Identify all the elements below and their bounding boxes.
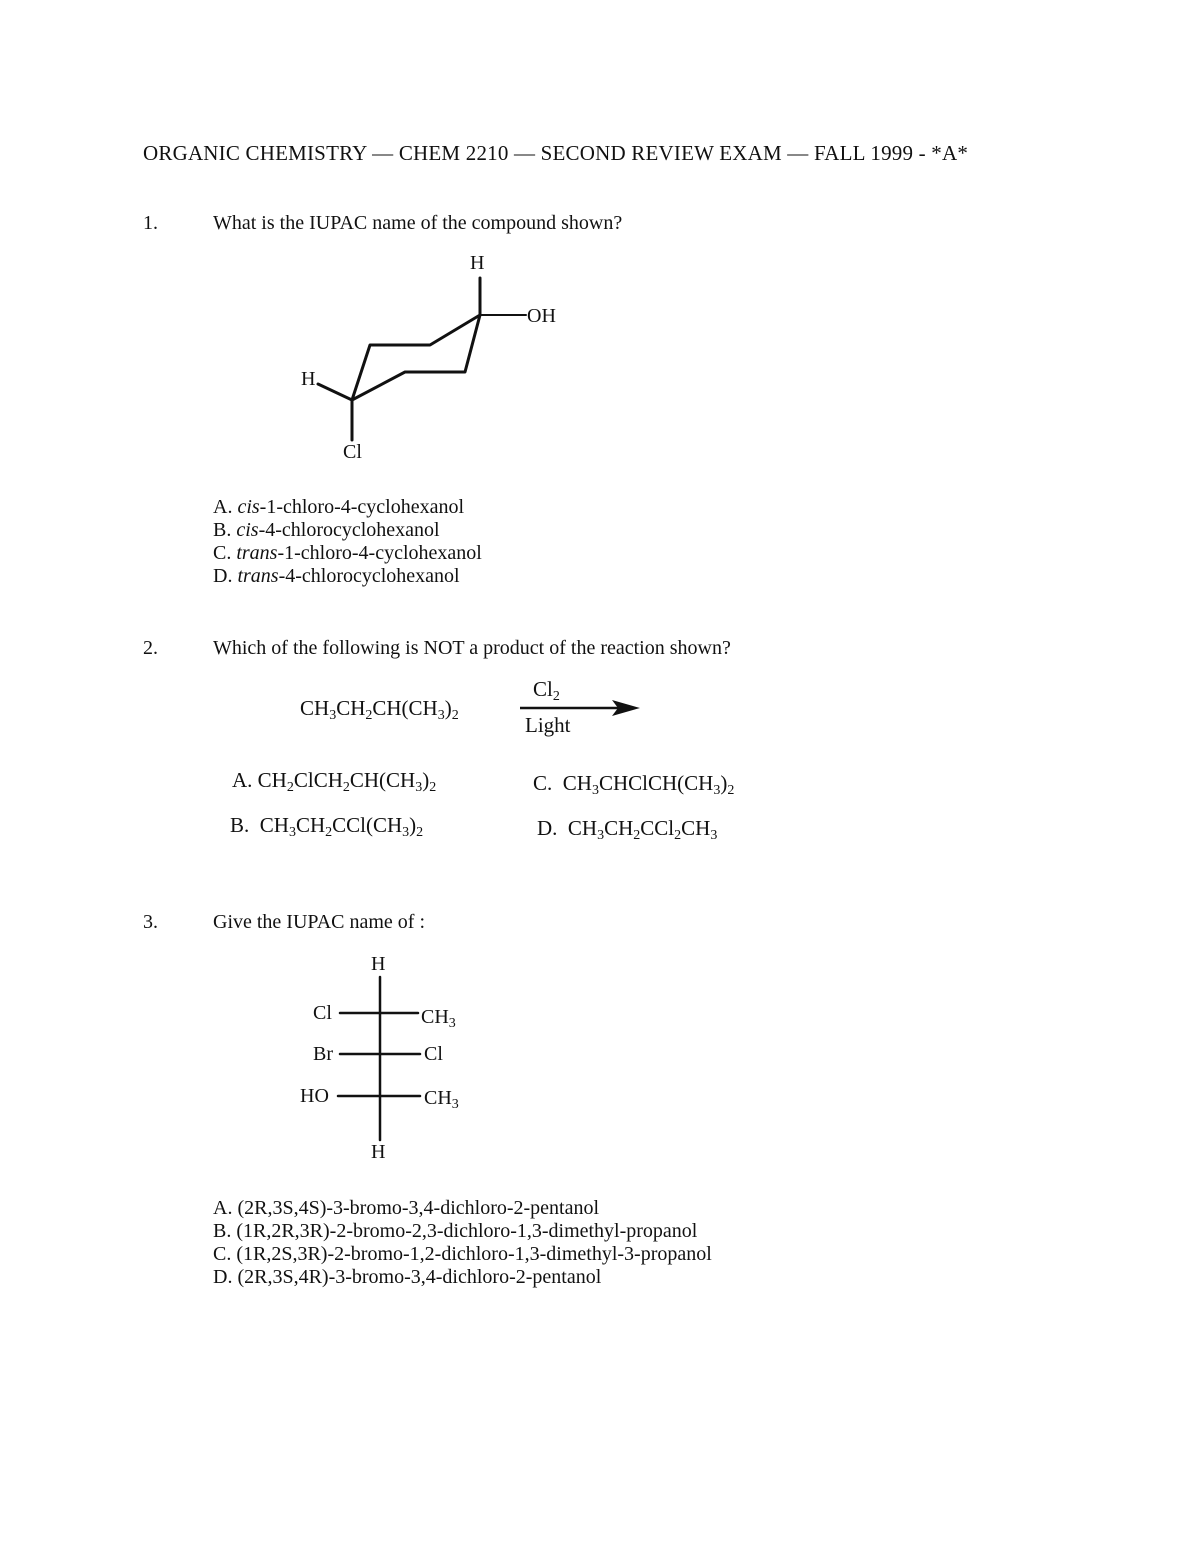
question-3-option-a[interactable]: A. (2R,3S,4S)-3-bromo-3,4-dichloro-2-pentanol xyxy=(213,1197,600,1219)
question-2-option-c[interactable]: C. $CH_3CHClCH(CH_3)_2$ xyxy=(533,771,735,798)
fischer-row3-left-ho: HO xyxy=(300,1085,329,1107)
page-title: ORGANIC CHEMISTRY — CHEM 2210 — SECOND REVIEW EXAM — FALL 1999 - *A* xyxy=(143,141,969,165)
fischer-bottom-h: H xyxy=(371,1141,386,1163)
question-3-text: Give the IUPAC name of : xyxy=(213,911,426,933)
reagent-light-label: Light xyxy=(525,713,571,737)
question-2-text: Which of the following is NOT a product of the reaction shown? xyxy=(213,637,731,659)
fischer-row2-right-cl: Cl xyxy=(424,1043,443,1065)
fischer-row1-right-ch3: $CH_3$ xyxy=(421,1006,456,1031)
question-2-option-d[interactable]: D. $CH_3CH_2CCl_2CH_3$ xyxy=(537,816,718,843)
structure-cl-label: Cl xyxy=(343,441,362,463)
question-2-option-a[interactable]: A. $CH_2ClCH_2CH(CH_3)_2$ xyxy=(232,768,437,795)
structure-oh-label: OH xyxy=(527,305,556,327)
question-3-option-d[interactable]: D. (2R,3S,4R)-3-bromo-3,4-dichloro-2-pentanol xyxy=(213,1266,602,1288)
question-2-number: 2. xyxy=(143,637,158,659)
reactant-formula: $CH_3CH_2CH(CH_3)_2$ xyxy=(300,696,459,723)
question-1-text: What is the IUPAC name of the compound shown? xyxy=(213,212,623,234)
fischer-top-h: H xyxy=(371,953,386,975)
question-1-option-d[interactable]: D. trans-4-chlorocyclohexanol xyxy=(213,565,460,587)
question-1-number: 1. xyxy=(143,212,158,234)
fischer-row1-left-cl: Cl xyxy=(313,1002,332,1024)
question-3-option-c[interactable]: C. (1R,2S,3R)-2-bromo-1,2-dichloro-1,3-dimethyl-3-propanol xyxy=(213,1243,712,1265)
question-3-option-b[interactable]: B. (1R,2R,3R)-2-bromo-2,3-dichloro-1,3-dimethyl-propanol xyxy=(213,1220,698,1242)
structure-h-left-label: H xyxy=(301,368,316,390)
question-2-option-b[interactable]: B. $CH_3CH_2CCl(CH_3)_2$ xyxy=(230,813,424,840)
question-1-option-c[interactable]: C. trans-1-chloro-4-cyclohexanol xyxy=(213,542,482,564)
question-1-option-a[interactable]: A. cis-1-chloro-4-cyclohexanol xyxy=(213,496,465,518)
reagent-cl2-label: $Cl_2$ xyxy=(533,677,560,704)
fischer-row3-right-ch3: $CH_3$ xyxy=(424,1087,459,1112)
structure-h-top-label: H xyxy=(470,252,485,274)
question-1-option-b[interactable]: B. cis-4-chlorocyclohexanol xyxy=(213,519,440,541)
fischer-row2-left-br: Br xyxy=(313,1043,333,1065)
question-3-number: 3. xyxy=(143,911,158,933)
